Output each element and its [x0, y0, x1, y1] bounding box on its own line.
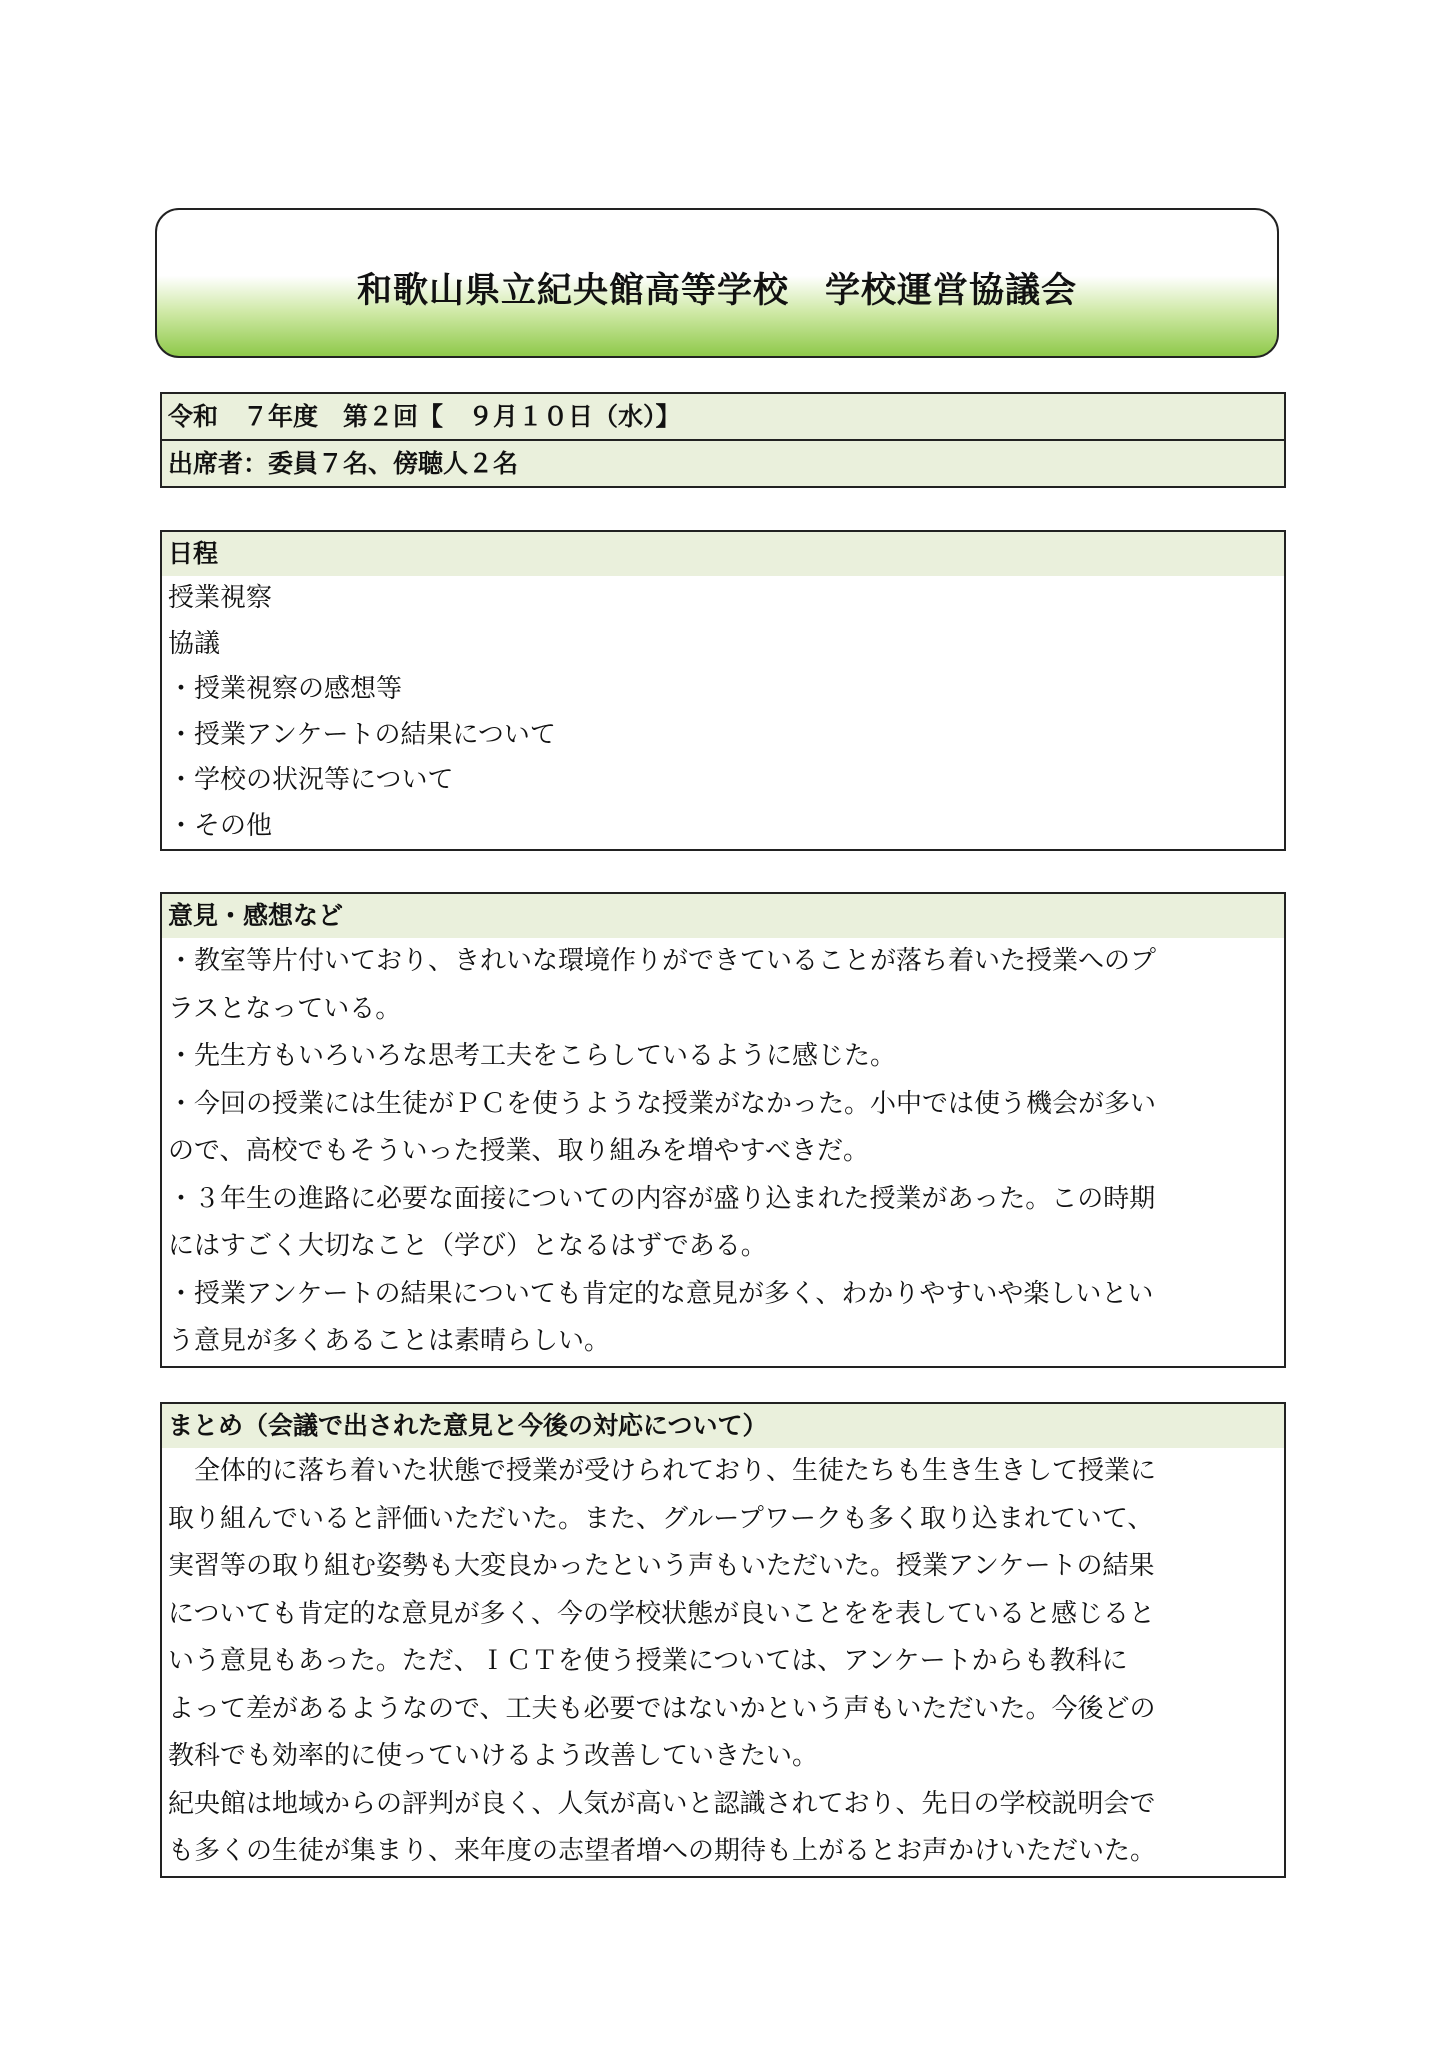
opinions-heading: 意見・感想など [162, 894, 1284, 938]
schedule-item: ・その他 [168, 810, 273, 841]
opinion-line: ・教室等片付いており、きれいな環境作りができていることが落ち着いた授業へのプ [168, 946, 1157, 976]
title-banner [155, 208, 1279, 358]
opinion-line: にはすごく大切なこと（学び）となるはずである。 [168, 1231, 767, 1261]
summary-line: についても肯定的な意見が多く、今の学校状態が良いことをを表していると感じると [168, 1598, 1155, 1629]
opinion-line: ので、高校でもそういった授業、取り組みを増やすべきだ。 [168, 1136, 869, 1166]
opinion-line: ・今回の授業には生徒がＰＣを使うような授業がなかった。小中では使う機会が多い [168, 1088, 1157, 1119]
meeting-session: 令和 ７年度 第２回【 ９月１０日（水）】 [162, 394, 1284, 439]
summary-text [162, 1448, 1284, 1876]
summary-box [160, 1402, 1286, 1878]
summary-line: よって差があるようなので、工夫も必要ではないかという声もいただいた。今後どの [168, 1693, 1156, 1724]
summary-line: 実習等の取り組む姿勢も大変良かったという声もいただいた。授業アンケートの結果 [168, 1551, 1155, 1581]
summary-line: いう意見もあった。ただ、ＩＣＴを使う授業については、アンケートからも教科に [168, 1646, 1128, 1676]
page-title: 和歌山県立紀央館高等学校 学校運営協議会 [356, 271, 1077, 311]
opinion-line: ラスとなっている。 [168, 993, 402, 1024]
summary-heading: まとめ（会議で出された意見と今後の対応について） [162, 1404, 1284, 1448]
schedule-item: ・授業視察の感想等 [168, 674, 403, 704]
summary-line: 全体的に落ち着いた状態で授業が受けられており、生徒たちも生き生きして授業に [168, 1456, 1157, 1486]
opinion-line: う意見が多くあることは素晴らしい。 [168, 1326, 611, 1356]
schedule-box [160, 530, 1286, 851]
schedule-item: ・学校の状況等について [168, 765, 454, 795]
schedule-heading: 日程 [162, 532, 1284, 576]
meeting-attendees: 出席者：委員７名、傍聴人２名 [162, 439, 1284, 486]
meeting-info-box [160, 392, 1286, 488]
schedule-item: 授業視察 [168, 583, 273, 613]
opinion-line: ・授業アンケートの結果についても肯定的な意見が多く、わかりやすいや楽しいとい [168, 1278, 1154, 1309]
schedule-item: ・授業アンケートの結果について [168, 719, 556, 750]
schedule-list [162, 576, 1284, 849]
opinion-line: ・先生方もいろいろな思考工夫をこらしているように感じた。 [168, 1041, 897, 1071]
opinions-box [160, 892, 1286, 1368]
opinions-text [162, 938, 1284, 1366]
opinion-line: ・３年生の進路に必要な面接についての内容が盛り込まれた授業があった。この時期 [168, 1183, 1156, 1214]
summary-line: 紀央館は地域からの評判が良く、人気が高いと認識されており、先日の学校説明会で [168, 1788, 1156, 1819]
summary-line: 取り組んでいると評価いただいた。また、グループワークも多く取り込まれていて、 [168, 1503, 1154, 1534]
schedule-item: 協議 [168, 628, 221, 659]
summary-line: も多くの生徒が集まり、来年度の志望者増への期待も上がるとお声かけいただいた。 [168, 1836, 1157, 1866]
summary-line: 教科でも効率的に使っていけるよう改善していきたい。 [168, 1741, 819, 1771]
